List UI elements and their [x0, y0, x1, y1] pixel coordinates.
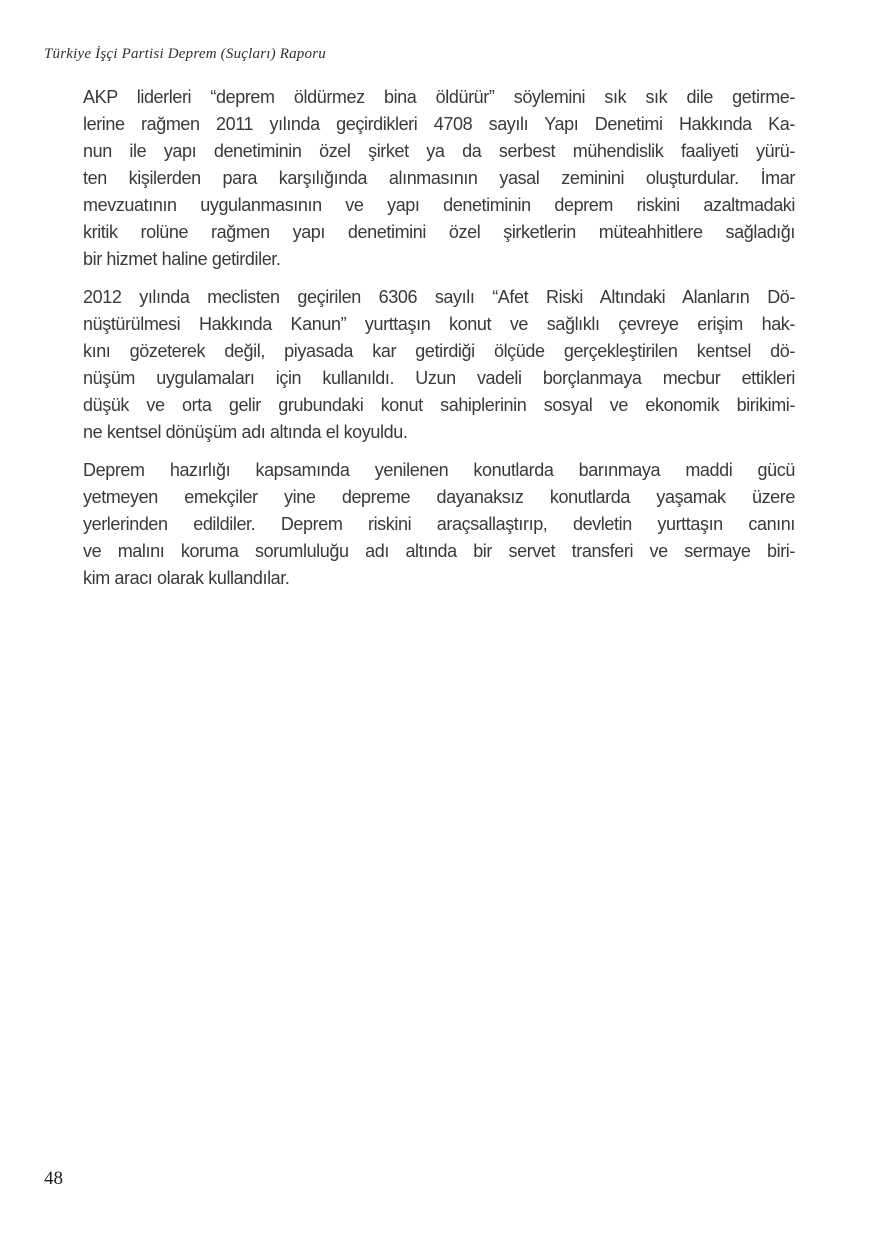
body-line: ten kişilerden para karşılığında alınmasının yasal zeminini oluşturdular. İmar: [83, 168, 795, 188]
body-line: nüştürülmesi Hakkında Kanun” yurttaşın konut ve sağlıklı çevreye erişim hak-: [83, 314, 795, 334]
body-line: ve malını koruma sorumluluğu adı altında bir servet transferi ve sermaye biri-: [83, 541, 795, 561]
body-line: AKP liderleri “deprem öldürmez bina öldürür” söylemini sık sık dile getirme-: [83, 87, 795, 107]
body-line: nun ile yapı denetiminin özel şirket ya da serbest mühendislik faaliyeti yürü-: [83, 141, 795, 161]
body-line: ne kentsel dönüşüm adı altında el koyuldu.: [83, 422, 408, 442]
body-line: yetmeyen emekçiler yine depreme dayanaksız konutlarda yaşamak üzere: [83, 487, 795, 507]
paragraph: [83, 84, 795, 273]
paragraph: [83, 284, 795, 446]
body-line: mevzuatının uygulanmasının ve yapı denetiminin deprem riskini azaltmadaki: [83, 195, 795, 215]
page-number: 48: [44, 1168, 63, 1189]
running-header: Türkiye İşçi Partisi Deprem (Suçları) Raporu: [44, 46, 326, 62]
body-line: lerine rağmen 2011 yılında geçirdikleri 4708 sayılı Yapı Denetimi Hakkında Ka-: [83, 114, 795, 134]
body-line: kritik rolüne rağmen yapı denetimini özel şirketlerin müteahhitlere sağladığı: [83, 222, 795, 242]
body-line: yerlerinden edildiler. Deprem riskini araçsallaştırıp, devletin yurttaşın canını: [83, 514, 795, 534]
body-line: 2012 yılında meclisten geçirilen 6306 sayılı “Afet Riski Altındaki Alanların Dö-: [83, 287, 795, 307]
body-line: Deprem hazırlığı kapsamında yenilenen konutlarda barınmaya maddi gücü: [83, 460, 795, 480]
paragraph: [83, 457, 795, 592]
body-line: kim aracı olarak kullandılar.: [83, 568, 290, 588]
body-line: düşük ve orta gelir grubundaki konut sahiplerinin sosyal ve ekonomik birikimi-: [83, 395, 795, 415]
body-line: bir hizmet haline getirdiler.: [83, 249, 281, 269]
body-line: nüşüm uygulamaları için kullanıldı. Uzun vadeli borçlanmaya mecbur ettikleri: [83, 368, 795, 388]
body-text: [83, 84, 795, 603]
body-line: kını gözeterek değil, piyasada kar getirdiği ölçüde gerçekleştirilen kentsel dö-: [83, 341, 795, 361]
